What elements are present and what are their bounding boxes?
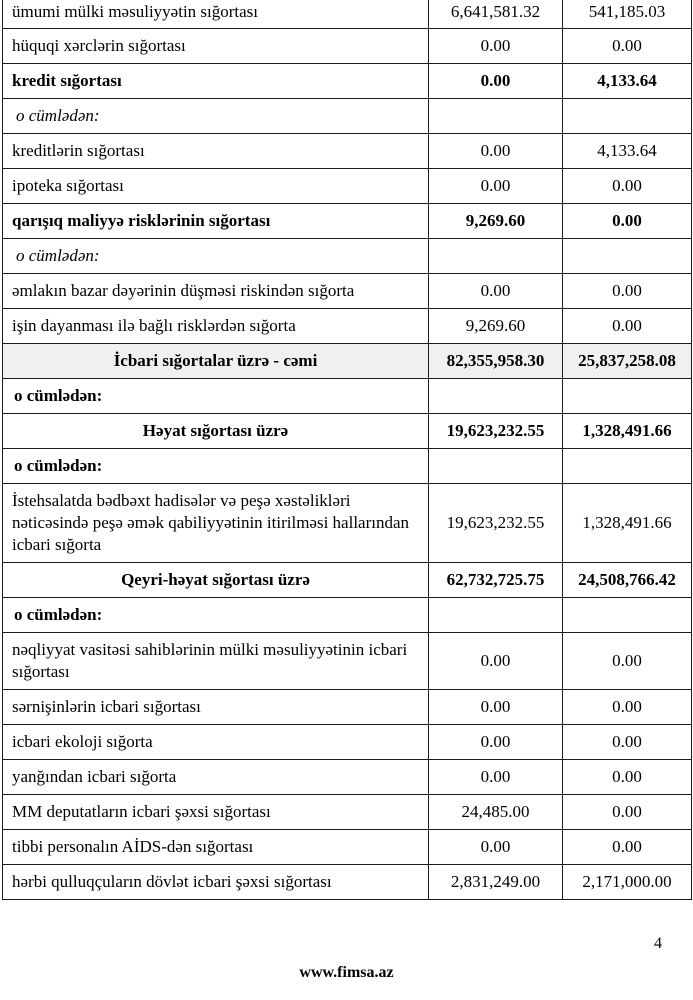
row-value-1: 82,355,958.30	[429, 344, 563, 379]
row-value-2	[563, 379, 692, 414]
table-row	[3, 830, 692, 865]
row-label: hüquqi xərclərin sığortası	[3, 29, 429, 64]
table-row	[3, 99, 692, 134]
row-value-1: 6,641,581.32	[429, 0, 563, 29]
row-value-2	[563, 239, 692, 274]
row-value-2: 0.00	[563, 725, 692, 760]
table-row	[3, 344, 692, 379]
row-value-2: 0.00	[563, 795, 692, 830]
row-value-2: 2,171,000.00	[563, 865, 692, 900]
row-value-2: 24,508,766.42	[563, 563, 692, 598]
row-label: o cümlədən:	[3, 449, 429, 484]
row-value-1: 2,831,249.00	[429, 865, 563, 900]
row-value-2: 0.00	[563, 169, 692, 204]
row-label: ümumi mülki məsuliyyətin sığortası	[3, 0, 429, 29]
row-value-2: 1,328,491.66	[563, 484, 692, 563]
row-value-2: 1,328,491.66	[563, 414, 692, 449]
row-label: kredit sığortası	[3, 64, 429, 99]
table-row	[3, 484, 692, 563]
table-row	[3, 309, 692, 344]
row-value-1	[429, 99, 563, 134]
row-value-2: 0.00	[563, 204, 692, 239]
row-value-2	[563, 598, 692, 633]
table-row	[3, 239, 692, 274]
row-label: yanğından icbari sığorta	[3, 760, 429, 795]
row-value-2: 0.00	[563, 830, 692, 865]
row-label: Qeyri-həyat sığortası üzrə	[3, 563, 429, 598]
table-row	[3, 29, 692, 64]
row-label: o cümlədən:	[3, 239, 429, 274]
row-value-1	[429, 239, 563, 274]
table-body	[3, 0, 692, 900]
row-value-1: 19,623,232.55	[429, 414, 563, 449]
row-value-1: 0.00	[429, 725, 563, 760]
row-value-2: 0.00	[563, 274, 692, 309]
footer-site-url: www.fimsa.az	[299, 964, 394, 981]
table-row	[3, 598, 692, 633]
table-row	[3, 865, 692, 900]
row-value-1: 9,269.60	[429, 309, 563, 344]
row-label: işin dayanması ilə bağlı risklərdən sığorta	[3, 309, 429, 344]
row-value-1: 19,623,232.55	[429, 484, 563, 563]
row-value-1: 0.00	[429, 830, 563, 865]
row-value-2: 0.00	[563, 690, 692, 725]
row-label: icbari ekoloji sığorta	[3, 725, 429, 760]
insurance-report-table	[2, 0, 692, 900]
table-row	[3, 274, 692, 309]
table-row	[3, 563, 692, 598]
row-value-1	[429, 379, 563, 414]
row-value-2: 25,837,258.08	[563, 344, 692, 379]
row-value-2: 0.00	[563, 309, 692, 344]
row-label: o cümlədən:	[3, 379, 429, 414]
row-label: hərbi qulluqçuların dövlət icbari şəxsi sığortası	[3, 865, 429, 900]
row-value-1	[429, 449, 563, 484]
row-value-2: 0.00	[563, 29, 692, 64]
table-row	[3, 379, 692, 414]
row-value-2: 4,133.64	[563, 134, 692, 169]
row-label: qarışıq maliyyə risklərinin sığortası	[3, 204, 429, 239]
row-value-1: 0.00	[429, 633, 563, 690]
row-value-1: 62,732,725.75	[429, 563, 563, 598]
row-value-1: 0.00	[429, 64, 563, 99]
row-label: sərnişinlərin icbari sığortası	[3, 690, 429, 725]
row-label: kreditlərin sığortası	[3, 134, 429, 169]
row-label: Həyat sığortası üzrə	[3, 414, 429, 449]
table-row	[3, 690, 692, 725]
row-value-1: 0.00	[429, 274, 563, 309]
row-value-2: 0.00	[563, 760, 692, 795]
row-value-1: 0.00	[429, 690, 563, 725]
table-row	[3, 0, 692, 29]
row-label: İcbari sığortalar üzrə - cəmi	[3, 344, 429, 379]
table-row	[3, 169, 692, 204]
row-value-2: 0.00	[563, 633, 692, 690]
row-value-2: 541,185.03	[563, 0, 692, 29]
row-value-1: 9,269.60	[429, 204, 563, 239]
row-label: tibbi personalın AİDS-dən sığortası	[3, 830, 429, 865]
row-value-1: 24,485.00	[429, 795, 563, 830]
table-row	[3, 204, 692, 239]
row-label: nəqliyyat vasitəsi sahiblərinin mülki məsuliyyətinin icbari sığortası	[3, 633, 429, 690]
table-row	[3, 760, 692, 795]
table-row	[3, 64, 692, 99]
row-label: İstehsalatda bədbəxt hadisələr və peşə xəstəlikləri nəticəsində peşə əmək qabiliyyətinin itirilməsi hallarından icbari sığorta	[3, 484, 429, 563]
row-value-1: 0.00	[429, 169, 563, 204]
table-row	[3, 633, 692, 690]
row-label: ipoteka sığortası	[3, 169, 429, 204]
row-label: o cümlədən:	[3, 598, 429, 633]
row-label: o cümlədən:	[3, 99, 429, 134]
row-value-1	[429, 598, 563, 633]
page-number: 4	[654, 935, 662, 952]
row-value-1: 0.00	[429, 29, 563, 64]
table-row	[3, 414, 692, 449]
row-value-1: 0.00	[429, 760, 563, 795]
table-row	[3, 725, 692, 760]
row-label: MM deputatların icbari şəxsi sığortası	[3, 795, 429, 830]
table-row	[3, 449, 692, 484]
row-value-2: 4,133.64	[563, 64, 692, 99]
row-value-2	[563, 449, 692, 484]
table-row	[3, 134, 692, 169]
row-value-1: 0.00	[429, 134, 563, 169]
table-row	[3, 795, 692, 830]
row-value-2	[563, 99, 692, 134]
row-label: əmlakın bazar dəyərinin düşməsi riskindən sığorta	[3, 274, 429, 309]
